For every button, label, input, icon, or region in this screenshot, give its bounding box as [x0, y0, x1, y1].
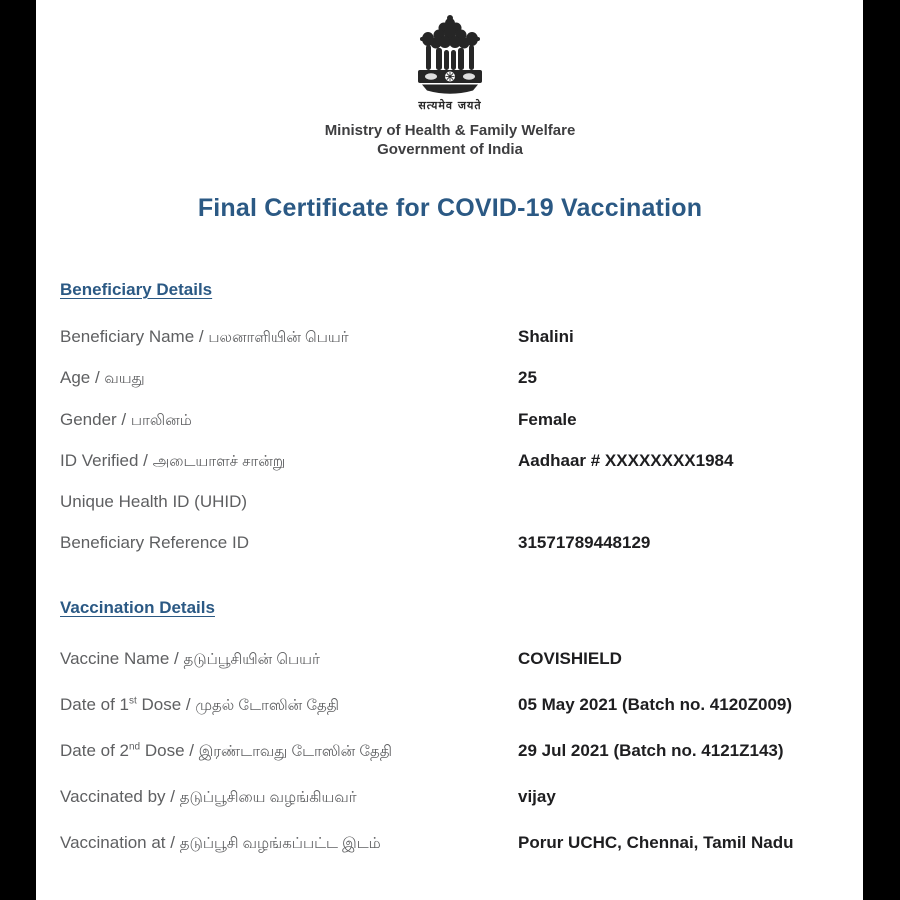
- label-en: Vaccine Name /: [60, 649, 184, 668]
- field-value: Female: [518, 410, 577, 429]
- label-tamil: முதல் டோஸின் தேதி: [195, 697, 340, 714]
- label-en2: Dose /: [140, 741, 199, 760]
- ministry-header: [0, 121, 900, 159]
- field-value: vijay: [518, 787, 556, 806]
- label-en: Beneficiary Reference ID: [60, 533, 249, 552]
- label-tamil: வயது: [104, 370, 145, 387]
- india-state-emblem-icon: [412, 12, 488, 96]
- field-value: Aadhaar # XXXXXXXX1984: [518, 451, 734, 470]
- field-label: [60, 368, 145, 387]
- field-label: [60, 649, 320, 668]
- label-tamil: அடையாளச் சான்று: [152, 453, 286, 470]
- label-en: Beneficiary Name /: [60, 327, 209, 346]
- table-row-age: [60, 367, 860, 390]
- label-tamil: தடுப்பூசி வழங்கப்பட்ட இடம்: [179, 835, 381, 852]
- field-label: [60, 741, 392, 760]
- field-label: [60, 833, 381, 852]
- field-value: 05 May 2021 (Batch no. 4120Z009): [518, 695, 793, 714]
- table-row-vaccinated-by: [60, 786, 860, 809]
- label-en: Gender /: [60, 410, 131, 429]
- label-tamil: பாலினம்: [130, 412, 192, 429]
- label-en: Date of 2: [60, 741, 129, 760]
- field-label: [60, 492, 247, 511]
- label-en: Date of 1: [60, 695, 129, 714]
- table-row-uhid: [60, 491, 860, 514]
- table-row-second-dose-date: [60, 740, 860, 763]
- table-row-first-dose-date: [60, 694, 860, 717]
- label-en2: Dose /: [136, 695, 196, 714]
- field-label: [60, 787, 357, 806]
- label-tamil: பலனாளியின் பெயர்: [208, 329, 349, 346]
- field-label: [60, 451, 285, 470]
- page-title: Final Certificate for COVID-19 Vaccination: [197, 194, 703, 222]
- emblem-container: [0, 12, 900, 101]
- field-value: COVISHIELD: [518, 649, 622, 668]
- emblem-motto: सत्यमेव जयते: [418, 99, 482, 112]
- field-label: [60, 327, 349, 346]
- field-label: [60, 533, 249, 552]
- label-en: Unique Health ID (UHID): [60, 492, 248, 511]
- table-row-vaccine-name: [60, 648, 860, 671]
- field-value: 25: [518, 368, 537, 387]
- field-value: 29 Jul 2021 (Batch no. 4121Z143): [518, 741, 784, 760]
- field-value: Shalini: [518, 327, 574, 346]
- label-en: ID Verified /: [60, 451, 153, 470]
- label-en: Vaccination at /: [60, 833, 180, 852]
- field-label: [60, 410, 192, 429]
- table-row-beneficiary-name: [60, 326, 860, 349]
- field-value: Porur UCHC, Chennai, Tamil Nadu: [518, 833, 794, 852]
- label-tamil: தடுப்பூசியின் பெயர்: [183, 651, 320, 668]
- field-value: 31571789448129: [518, 533, 651, 552]
- vaccination-details-heading: Vaccination Details: [60, 598, 215, 617]
- table-row-gender: [60, 409, 860, 432]
- label-tamil: தடுப்பூசியை வழங்கியவர்: [179, 789, 357, 806]
- beneficiary-details-heading: Beneficiary Details: [60, 280, 213, 299]
- label-sup: nd: [129, 741, 141, 753]
- label-en: Vaccinated by /: [60, 787, 180, 806]
- table-row-vaccination-at: [60, 832, 860, 855]
- table-row-id-verified: [60, 450, 860, 473]
- label-sup: st: [129, 695, 137, 707]
- field-label: [60, 695, 339, 714]
- table-row-reference-id: [60, 532, 860, 555]
- ministry-line1: Ministry of Health & Family Welfare: [324, 122, 576, 139]
- label-en: Age /: [60, 368, 105, 387]
- ministry-line2: Government of India: [377, 141, 523, 158]
- label-tamil: இரண்டாவது டோஸின் தேதி: [198, 743, 393, 760]
